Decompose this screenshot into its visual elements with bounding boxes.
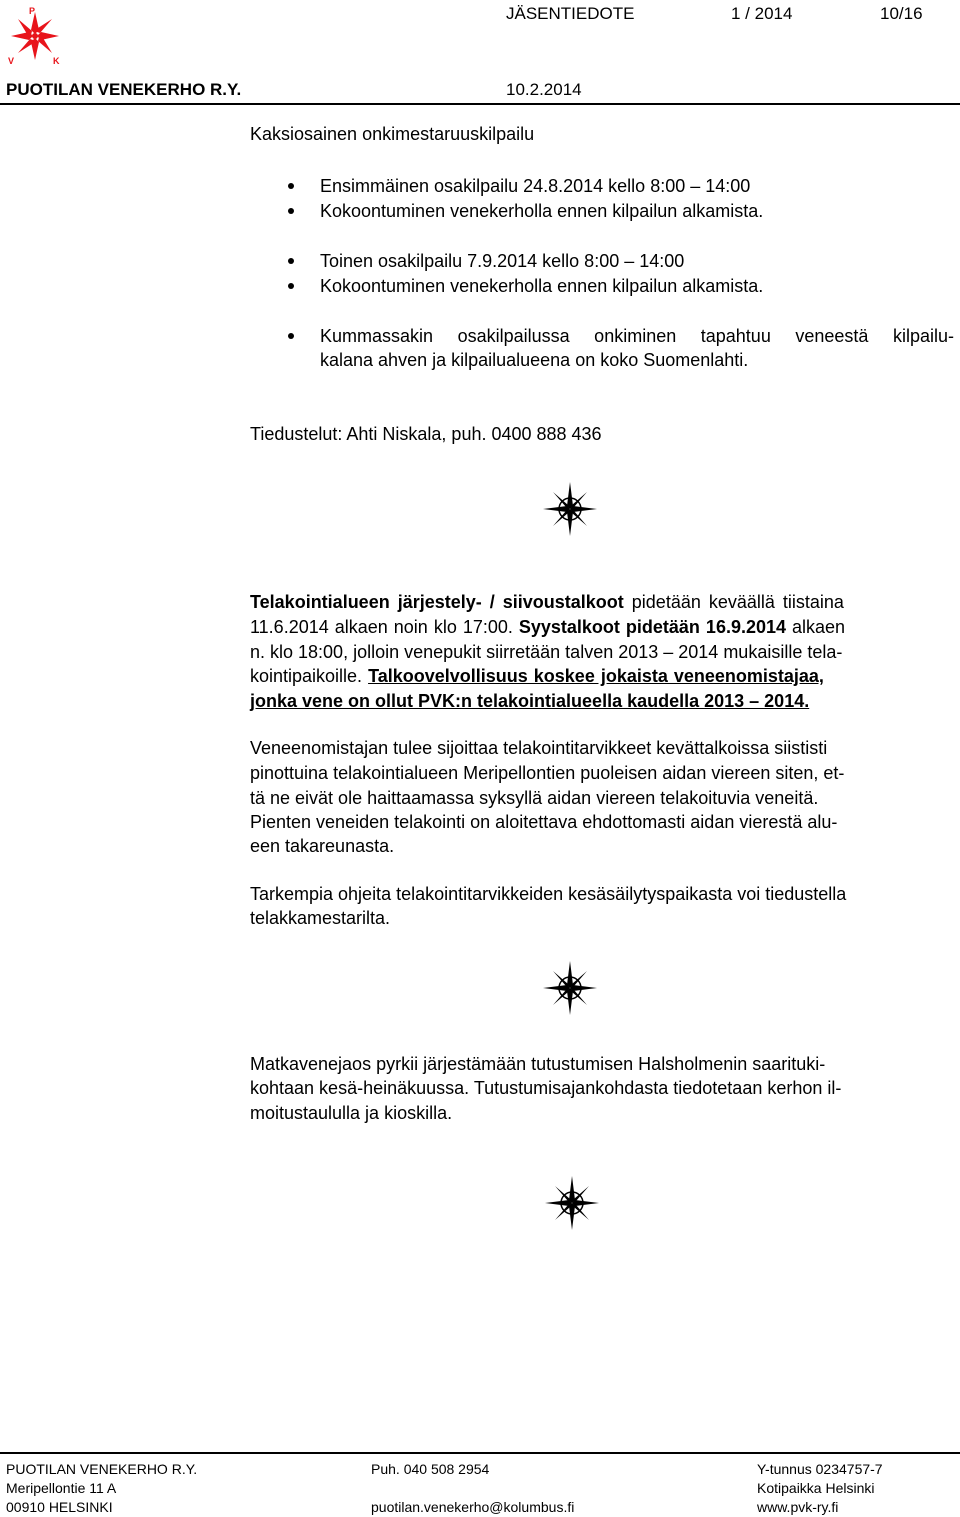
footer-website[interactable]: www.pvk-ry.fi [757, 1499, 839, 1515]
footer-text: 00910 HELSINKI [6, 1499, 113, 1515]
cleanup-text: 11.6.2014 alkaen noin klo 17:00. [250, 617, 519, 637]
section-title: Kaksiosainen onkimestaruuskilpailu [250, 124, 535, 144]
cleanup-line [250, 615, 954, 640]
cleanup-bold-underline: Talkoovelvollisuus koskee jokaista veneenomistajaa, [368, 666, 824, 686]
cleanup-line [250, 689, 954, 714]
header-rule [0, 103, 960, 105]
page-number: 10/16 [880, 4, 923, 23]
footer-email[interactable]: puotilan.venekerho@kolumbus.fi [371, 1499, 575, 1515]
paragraph-line: tä ne eivät ole haittaamassa syksyllä aidan viereen telakoituvia veneitä. [250, 788, 819, 808]
list-item: Kokoontuminen venekerholla ennen kilpailun alkamista. [320, 201, 764, 221]
svg-text:P: P [29, 6, 36, 16]
svg-text:V: V [8, 56, 15, 66]
bullet-dot [288, 258, 294, 264]
footer-text: Y-tunnus 0234757-7 [757, 1461, 883, 1477]
cleanup-text: pidetään keväällä tiistaina [623, 592, 844, 612]
paragraph-line: Matkavenejaos pyrkii järjestämään tutustumisen Halsholmenin saarituki- [250, 1054, 826, 1074]
list-item: kalana ahven ja kilpailualueena on koko Suomenlahti. [320, 350, 749, 370]
bullet-dot [288, 333, 294, 339]
paragraph-line: kohtaan kesä-heinäkuussa. Tutustumisajankohdasta tiedotetaan kerhon il- [250, 1078, 842, 1098]
footer-col-contact [371, 1460, 574, 1517]
footer-col-registry [757, 1460, 883, 1517]
cleanup-text: n. klo 18:00, jolloin venepukit siirretään talven 2013 – 2014 mukaisille tela- [250, 642, 843, 662]
cleanup-line [250, 640, 954, 665]
cleanup-bold-underline: jonka vene on ollut PVK:n telakointialueella kaudella 2013 – 2014. [250, 691, 810, 711]
footer-phone: Puh. 040 508 2954 [371, 1461, 490, 1477]
footer-text: Meripellontie 11 A [6, 1480, 117, 1496]
list-item: Kummassakin osakilpailussa onkiminen tapahtuu veneestä kilpailu- [320, 326, 954, 346]
paragraph-line: Pienten veneiden telakointi on aloitettava ehdottomasti aidan vierestä alu- [250, 812, 838, 832]
footer-col-org [6, 1460, 197, 1517]
cleanup-text: kointipaikoille. [250, 666, 369, 686]
cleanup-line [250, 664, 954, 689]
org-name: PUOTILAN VENEKERHO R.Y. [6, 80, 242, 99]
paragraph-line: telakkamestarilta. [250, 908, 391, 928]
cleanup-bold: Telakointialueen järjestely- / siivoustalkoot [250, 592, 624, 612]
svg-text:K: K [53, 56, 60, 66]
cleanup-text: alkaen [786, 617, 846, 637]
cleanup-bold: Syystalkoot pidetään 16.9.2014 [518, 617, 787, 637]
footer-text: PUOTILAN VENEKERHO R.Y. [6, 1461, 198, 1477]
bullet-dot [288, 208, 294, 214]
compass-rose-icon [542, 960, 598, 1016]
paragraph-line: Veneenomistajan tulee sijoittaa telakointitarvikkeet kevättalkoissa siististi [250, 738, 828, 758]
inquiries: Tiedustelut: Ahti Niskala, puh. 0400 888 436 [250, 424, 602, 444]
paragraph-line: pinottuina telakointialueen Meripellontien puoleisen aidan viereen siten, et- [250, 763, 845, 783]
compass-rose-icon [544, 1175, 600, 1231]
bullet-dot [288, 283, 294, 289]
list-item: Kokoontuminen venekerholla ennen kilpailun alkamista. [320, 276, 764, 296]
paragraph-line: moitustaululla ja kioskilla. [250, 1103, 453, 1123]
paragraph-line: Tarkempia ohjeita telakointitarvikkeiden kesäsäilytyspaikasta voi tiedustella [250, 884, 847, 904]
issue-number: 1 / 2014 [731, 4, 793, 23]
footer-text: Kotipaikka Helsinki [757, 1480, 875, 1496]
cleanup-line [250, 590, 954, 615]
list-item: Toinen osakilpailu 7.9.2014 kello 8:00 – 14:00 [320, 251, 685, 271]
list-item: Ensimmäinen osakilpailu 24.8.2014 kello 8:00 – 14:00 [320, 176, 751, 196]
footer-rule [0, 1452, 960, 1454]
compass-rose-icon [542, 481, 598, 537]
club-logo [6, 6, 64, 66]
bullet-dot [288, 183, 294, 189]
doc-date: 10.2.2014 [506, 80, 582, 99]
doc-type: JÄSENTIEDOTE [506, 4, 635, 23]
paragraph-line: een takareunasta. [250, 836, 395, 856]
